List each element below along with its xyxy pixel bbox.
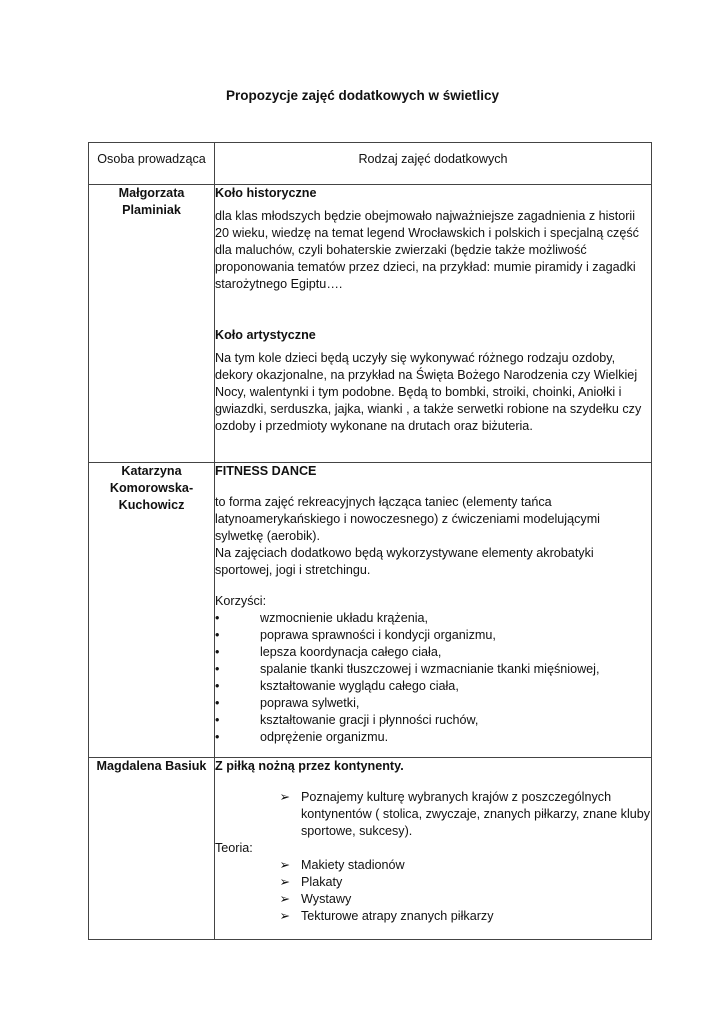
activity-description: dla klas młodszych będzie obejmowało najważniejsze zagadnienia z historii 20 wieku, wiedzę na temat legend Wrocławskich i polskich i specjalną część dla maluchów, czyli bohaterskie zwierzaki (będzie także możliwość proponowania tematów przez dzieci, na przykład: mumie piramidy i zagadki starożytnego Egiptu…. xyxy=(215,209,639,291)
bullet-icon: • xyxy=(215,730,220,744)
arrow-bullet-icon: ➢ xyxy=(279,909,290,923)
table-row xyxy=(89,758,652,940)
activity-description: Na zajęciach dodatkowo będą wykorzystywane elementy akrobatyki sportowej, jogi i stretchingu. xyxy=(215,546,594,577)
list-item: ➢ Tekturowe atrapy znanych piłkarzy xyxy=(215,908,651,925)
bullet-icon: • xyxy=(215,696,220,710)
person-name: Magdalena Basiuk xyxy=(89,758,215,940)
activity-description: Na tym kole dzieci będą uczyły się wykonywać różnego rodzaju ozdoby, dekory okazjonalne, na przykład na Święta Bożego Narodzenia czy Wielkiej Nocy, walentynki i tym podobne. Będą to bombki, stroiki, choinki, Aniołki i gwiazdki, serduszka, jajka, wianki , a także serwetki robione na szydełku czy ozdoby i przedmioty wykonane na drutach oraz biżuteria. xyxy=(215,351,642,433)
arrow-bullet-icon: ➢ xyxy=(279,892,290,906)
table-row xyxy=(89,463,652,758)
arrow-bullet-icon: ➢ xyxy=(279,858,290,872)
list-item: ➢ Wystawy xyxy=(215,891,651,908)
activity-description: to forma zajęć rekreacyjnych łącząca taniec (elementy tańca latynoamerykańskiego i nowoczesnego) z ćwiczeniami modelującymi sylwetkę (aerobik). xyxy=(215,495,600,543)
benefits-label: Korzyści: xyxy=(215,594,267,608)
list-item: ➢ Plakaty xyxy=(215,874,651,891)
list-item: • wzmocnienie układu krążenia, xyxy=(215,611,429,625)
activities-table xyxy=(88,142,652,940)
theory-label: Teoria: xyxy=(215,841,253,855)
bullet-icon: • xyxy=(215,713,220,727)
header-person: Osoba prowadząca xyxy=(89,143,215,185)
bullet-icon: • xyxy=(215,611,220,625)
arrow-bullet-icon: ➢ xyxy=(279,790,290,804)
header-activity-type: Rodzaj zajęć dodatkowych xyxy=(215,143,652,185)
bullet-icon: • xyxy=(215,645,220,659)
list-item: ➢ Poznajemy kulturę wybranych krajów z poszczególnych kontynentów ( stolica, zwyczaje, znanych piłkarzy, znane kluby sportowe, sukcesy). xyxy=(215,789,651,840)
list-item: • kształtowanie gracji i płynności ruchów, xyxy=(215,713,479,727)
arrow-bullet-icon: ➢ xyxy=(279,875,290,889)
document-title: Propozycje zajęć dodatkowych w świetlicy xyxy=(225,88,500,103)
activity-cell xyxy=(215,185,652,463)
list-item: • odprężenie organizmu. xyxy=(215,730,389,744)
list-item: • poprawa sprawności i kondycji organizmu, xyxy=(215,628,496,642)
activity-title: Koło historyczne xyxy=(215,186,317,200)
bullet-icon: • xyxy=(215,679,220,693)
person-name: Katarzyna Komorowska-Kuchowicz xyxy=(89,463,215,758)
list-item: • poprawa sylwetki, xyxy=(215,696,360,710)
activity-cell xyxy=(215,463,652,758)
list-item: • lepsza koordynacja całego ciała, xyxy=(215,645,442,659)
activity-title: Koło artystyczne xyxy=(215,328,316,342)
list-item: • spalanie tkanki tłuszczowej i wzmacnianie tkanki mięśniowej, xyxy=(215,662,600,676)
activity-cell xyxy=(215,758,652,940)
activity-title: FITNESS DANCE xyxy=(215,464,317,478)
bullet-icon: • xyxy=(215,662,220,676)
table-row xyxy=(89,185,652,463)
person-name: Małgorzata Plaminiak xyxy=(89,185,215,463)
list-item: ➢ Makiety stadionów xyxy=(215,857,651,874)
table-header-row xyxy=(89,143,652,185)
activity-title: Z piłką nożną przez kontynenty. xyxy=(215,759,404,773)
bullet-icon: • xyxy=(215,628,220,642)
list-item: • kształtowanie wyglądu całego ciała, xyxy=(215,679,459,693)
